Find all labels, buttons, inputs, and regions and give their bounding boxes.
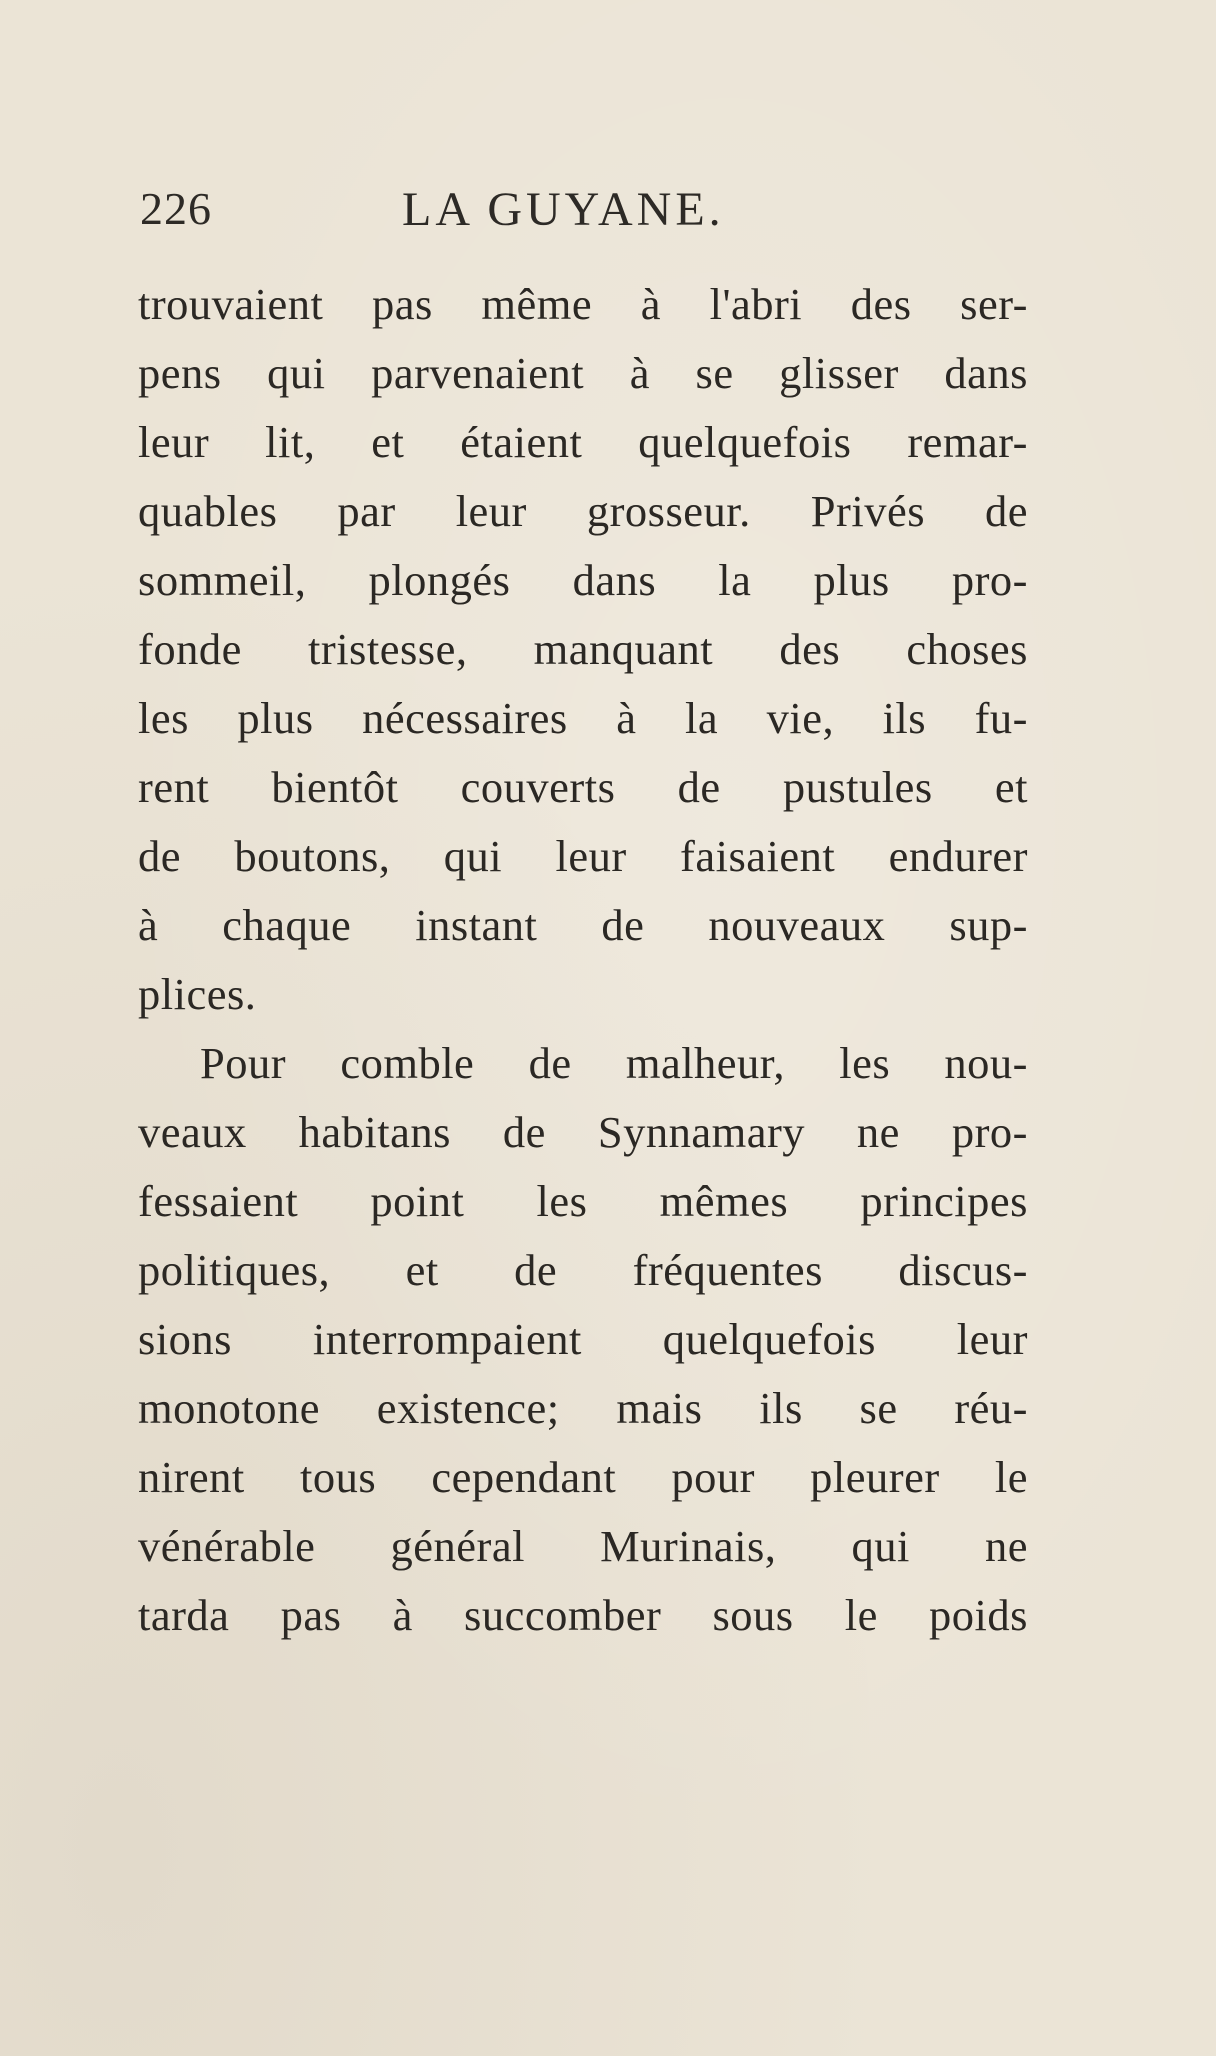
text-line: quables par leur grosseur. Privés de — [138, 486, 1028, 536]
text-line: à chaque instant de nouveaux sup- — [138, 900, 1028, 950]
text-line: vénérable général Murinais, qui ne — [138, 1521, 1028, 1571]
page-number: 226 — [140, 183, 212, 234]
text-line: de boutons, qui leur faisaient endurer — [138, 831, 1028, 881]
text-line-paragraph-end: plices. — [138, 969, 257, 1019]
text-line: fonde tristesse, manquant des choses — [138, 624, 1028, 674]
body-text — [138, 270, 1028, 1650]
text-line: trouvaient pas même à l'abri des ser- — [138, 279, 1028, 329]
text-line: sions interrompaient quelquefois leur — [138, 1314, 1028, 1364]
text-line: fessaient point les mêmes principes — [138, 1176, 1028, 1226]
text-line: monotone existence; mais ils se réu- — [138, 1383, 1028, 1433]
text-line: veaux habitans de Synnamary ne pro- — [138, 1107, 1028, 1157]
page-header — [140, 182, 1040, 252]
text-line: rent bientôt couverts de pustules et — [138, 762, 1028, 812]
text-line: les plus nécessaires à la vie, ils fu- — [138, 693, 1028, 743]
text-line: leur lit, et étaient quelquefois remar- — [138, 417, 1028, 467]
text-line-paragraph-start: Pour comble de malheur, les nou- — [200, 1038, 1028, 1088]
text-line: nirent tous cependant pour pleurer le — [138, 1452, 1028, 1502]
running-title: LA GUYANE. — [402, 183, 725, 236]
text-line: tarda pas à succomber sous le poids — [138, 1590, 1028, 1640]
text-line: sommeil, plongés dans la plus pro- — [138, 555, 1028, 605]
text-line: politiques, et de fréquentes discus- — [138, 1245, 1028, 1295]
text-line: pens qui parvenaient à se glisser dans — [138, 348, 1028, 398]
